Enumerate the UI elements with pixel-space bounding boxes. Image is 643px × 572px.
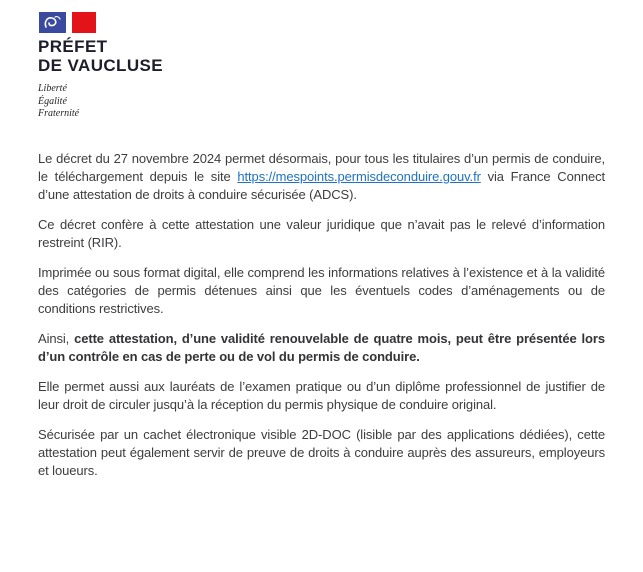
flag-red-block-icon (72, 12, 96, 33)
letter-body (38, 150, 605, 492)
republic-motto (38, 83, 163, 121)
institution-name (38, 38, 163, 75)
paragraph-valeur-juridique: Ce décret confère à cette attestation une valeur juridique que n’avait pas le relevé d’information restreint (RIR). (38, 217, 605, 250)
permisdeconduire-link[interactable]: https://mespoints.permisdeconduire.gouv.fr (237, 169, 481, 184)
paragraph-validite-lead: Ainsi, (38, 331, 75, 346)
marianne-icon (39, 12, 66, 33)
paragraph-laureats-examen: Elle permet aussi aux lauréats de l’examen pratique ou d’un diplôme professionnel de justifier de leur droit de circuler jusqu’à la réception du permis physique de conduire original. (38, 379, 605, 412)
letterhead (38, 12, 163, 121)
paragraph-validite-quatre-mois (38, 330, 605, 366)
paragraph-decret-text-before: Le décret du 27 novembre 2024 permet désormais, pour tous les titulaires d’un permis de conduire, le téléchargement depuis le site (38, 151, 605, 184)
paragraph-decret-text-after: via France Connect d’une attestation de droits à conduire sécurisée (ADCS). (38, 169, 605, 202)
french-flag-logo (39, 12, 163, 33)
paragraph-validite-emphasis: cette attestation, d’une validité renouvelable de quatre mois, peut être présentée lors d’un contrôle en cas de perte ou de vol du permis de conduire. (38, 331, 605, 364)
institution-line-vaucluse: DE VAUCLUSE (38, 55, 163, 75)
motto-fraternite: Fraternité (38, 108, 80, 119)
motto-liberte: Liberté (38, 83, 67, 94)
motto-egalite: Égalité (38, 95, 67, 107)
paragraph-decret (38, 150, 605, 204)
paragraph-informations-permis: Imprimée ou sous format digital, elle comprend les informations relatives à l’existence et à la validité des catégories de permis détenues ainsi que les éventuels codes d’aménagements ou de conditions restrictives. (38, 265, 605, 316)
paragraph-cachet-2d-doc: Sécurisée par un cachet électronique visible 2D-DOC (lisible par des applications dédiées), cette attestation peut également servir de preuve de droits à conduire auprès des assureurs, employeurs et loueurs. (38, 427, 605, 478)
institution-line-prefet: PRÉFET (38, 37, 108, 56)
